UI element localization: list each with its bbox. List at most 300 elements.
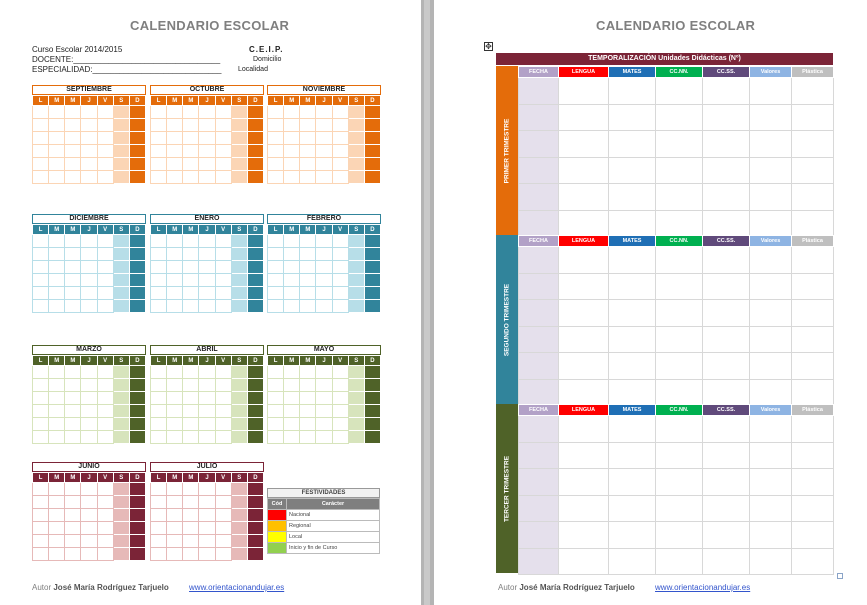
day-cell[interactable] <box>316 392 332 405</box>
day-cell[interactable] <box>183 392 199 405</box>
day-cell[interactable] <box>247 171 263 184</box>
day-cell[interactable] <box>113 106 129 119</box>
day-cell[interactable] <box>183 132 199 145</box>
grid-cell[interactable] <box>656 210 703 237</box>
grid-cell[interactable] <box>656 326 703 353</box>
day-cell[interactable] <box>183 535 199 548</box>
day-cell[interactable] <box>151 287 167 300</box>
day-cell[interactable] <box>268 248 284 261</box>
day-cell[interactable] <box>231 522 247 535</box>
day-cell[interactable] <box>49 287 65 300</box>
day-cell[interactable] <box>151 418 167 431</box>
day-cell[interactable] <box>348 171 364 184</box>
day-cell[interactable] <box>364 379 380 392</box>
day-cell[interactable] <box>348 418 364 431</box>
day-cell[interactable] <box>113 287 129 300</box>
grid-cell[interactable] <box>750 247 792 274</box>
day-cell[interactable] <box>199 496 215 509</box>
day-cell[interactable] <box>49 379 65 392</box>
grid-cell[interactable] <box>656 522 703 549</box>
day-cell[interactable] <box>129 509 145 522</box>
day-cell[interactable] <box>268 287 284 300</box>
day-cell[interactable] <box>113 248 129 261</box>
day-cell[interactable] <box>348 274 364 287</box>
day-cell[interactable] <box>81 431 97 444</box>
day-cell[interactable] <box>348 431 364 444</box>
day-cell[interactable] <box>332 171 348 184</box>
day-cell[interactable] <box>97 106 113 119</box>
day-cell[interactable] <box>65 509 81 522</box>
grid-cell[interactable] <box>703 247 750 274</box>
day-cell[interactable] <box>300 171 316 184</box>
day-cell[interactable] <box>129 145 145 158</box>
day-cell[interactable] <box>81 261 97 274</box>
grid-cell[interactable] <box>656 442 703 469</box>
grid-cell[interactable] <box>609 184 656 211</box>
day-cell[interactable] <box>284 405 300 418</box>
day-cell[interactable] <box>231 106 247 119</box>
day-cell[interactable] <box>113 145 129 158</box>
grid-cell[interactable] <box>559 247 609 274</box>
day-cell[interactable] <box>151 248 167 261</box>
website-link[interactable]: www.orientacionandujar.es <box>189 583 285 592</box>
day-cell[interactable] <box>81 405 97 418</box>
day-cell[interactable] <box>81 522 97 535</box>
day-cell[interactable] <box>348 366 364 379</box>
day-cell[interactable] <box>364 158 380 171</box>
day-cell[interactable] <box>215 496 231 509</box>
day-cell[interactable] <box>65 496 81 509</box>
day-cell[interactable] <box>247 274 263 287</box>
day-cell[interactable] <box>97 287 113 300</box>
day-cell[interactable] <box>129 248 145 261</box>
grid-cell[interactable] <box>559 300 609 327</box>
day-cell[interactable] <box>284 274 300 287</box>
day-cell[interactable] <box>97 145 113 158</box>
day-cell[interactable] <box>316 171 332 184</box>
day-cell[interactable] <box>316 119 332 132</box>
day-cell[interactable] <box>231 366 247 379</box>
grid-cell[interactable] <box>656 353 703 380</box>
day-cell[interactable] <box>65 548 81 561</box>
grid-cell[interactable] <box>609 247 656 274</box>
day-cell[interactable] <box>97 418 113 431</box>
day-cell[interactable] <box>129 522 145 535</box>
day-cell[interactable] <box>49 522 65 535</box>
grid-cell[interactable] <box>703 548 750 575</box>
grid-cell[interactable] <box>609 442 656 469</box>
day-cell[interactable] <box>199 379 215 392</box>
day-cell[interactable] <box>97 483 113 496</box>
day-cell[interactable] <box>183 483 199 496</box>
day-cell[interactable] <box>113 158 129 171</box>
day-cell[interactable] <box>183 418 199 431</box>
day-cell[interactable] <box>49 483 65 496</box>
day-cell[interactable] <box>167 431 183 444</box>
day-cell[interactable] <box>316 287 332 300</box>
grid-cell[interactable] <box>792 273 834 300</box>
day-cell[interactable] <box>215 379 231 392</box>
day-cell[interactable] <box>65 235 81 248</box>
grid-cell[interactable] <box>519 104 559 131</box>
day-cell[interactable] <box>129 431 145 444</box>
day-cell[interactable] <box>332 132 348 145</box>
day-cell[interactable] <box>247 418 263 431</box>
day-cell[interactable] <box>199 483 215 496</box>
grid-cell[interactable] <box>656 548 703 575</box>
day-cell[interactable] <box>167 496 183 509</box>
day-cell[interactable] <box>49 509 65 522</box>
day-cell[interactable] <box>65 248 81 261</box>
day-cell[interactable] <box>151 509 167 522</box>
day-cell[interactable] <box>284 235 300 248</box>
day-cell[interactable] <box>81 418 97 431</box>
grid-cell[interactable] <box>750 273 792 300</box>
day-cell[interactable] <box>81 287 97 300</box>
day-cell[interactable] <box>215 274 231 287</box>
day-cell[interactable] <box>300 261 316 274</box>
grid-cell[interactable] <box>750 326 792 353</box>
day-cell[interactable] <box>348 392 364 405</box>
day-cell[interactable] <box>268 418 284 431</box>
day-cell[interactable] <box>364 248 380 261</box>
day-cell[interactable] <box>81 496 97 509</box>
day-cell[interactable] <box>151 522 167 535</box>
grid-cell[interactable] <box>519 442 559 469</box>
day-cell[interactable] <box>231 535 247 548</box>
day-cell[interactable] <box>65 392 81 405</box>
day-cell[interactable] <box>199 132 215 145</box>
grid-cell[interactable] <box>609 157 656 184</box>
grid-cell[interactable] <box>519 522 559 549</box>
grid-cell[interactable] <box>656 157 703 184</box>
day-cell[interactable] <box>151 366 167 379</box>
day-cell[interactable] <box>167 235 183 248</box>
day-cell[interactable] <box>167 418 183 431</box>
day-cell[interactable] <box>129 261 145 274</box>
grid-cell[interactable] <box>750 522 792 549</box>
day-cell[interactable] <box>113 366 129 379</box>
grid-cell[interactable] <box>703 469 750 496</box>
day-cell[interactable] <box>300 132 316 145</box>
day-cell[interactable] <box>199 548 215 561</box>
day-cell[interactable] <box>284 287 300 300</box>
grid-cell[interactable] <box>519 157 559 184</box>
day-cell[interactable] <box>183 235 199 248</box>
day-cell[interactable] <box>49 158 65 171</box>
day-cell[interactable] <box>49 300 65 313</box>
day-cell[interactable] <box>33 145 49 158</box>
grid-cell[interactable] <box>559 416 609 443</box>
day-cell[interactable] <box>183 548 199 561</box>
day-cell[interactable] <box>183 496 199 509</box>
grid-cell[interactable] <box>559 548 609 575</box>
day-cell[interactable] <box>316 366 332 379</box>
day-cell[interactable] <box>65 106 81 119</box>
day-cell[interactable] <box>167 379 183 392</box>
day-cell[interactable] <box>33 522 49 535</box>
day-cell[interactable] <box>49 535 65 548</box>
day-cell[interactable] <box>167 535 183 548</box>
day-cell[interactable] <box>348 248 364 261</box>
day-cell[interactable] <box>65 522 81 535</box>
day-cell[interactable] <box>113 496 129 509</box>
day-cell[interactable] <box>151 405 167 418</box>
day-cell[interactable] <box>65 535 81 548</box>
day-cell[interactable] <box>49 366 65 379</box>
day-cell[interactable] <box>49 132 65 145</box>
day-cell[interactable] <box>215 261 231 274</box>
grid-cell[interactable] <box>750 104 792 131</box>
day-cell[interactable] <box>247 145 263 158</box>
day-cell[interactable] <box>183 119 199 132</box>
grid-cell[interactable] <box>559 78 609 105</box>
grid-cell[interactable] <box>750 469 792 496</box>
day-cell[interactable] <box>284 158 300 171</box>
day-cell[interactable] <box>33 431 49 444</box>
day-cell[interactable] <box>268 106 284 119</box>
day-cell[interactable] <box>199 366 215 379</box>
day-cell[interactable] <box>33 171 49 184</box>
day-cell[interactable] <box>284 132 300 145</box>
day-cell[interactable] <box>33 235 49 248</box>
day-cell[interactable] <box>247 366 263 379</box>
day-cell[interactable] <box>332 418 348 431</box>
day-cell[interactable] <box>81 509 97 522</box>
day-cell[interactable] <box>364 119 380 132</box>
day-cell[interactable] <box>113 509 129 522</box>
day-cell[interactable] <box>348 119 364 132</box>
day-cell[interactable] <box>49 431 65 444</box>
day-cell[interactable] <box>332 119 348 132</box>
grid-cell[interactable] <box>609 416 656 443</box>
day-cell[interactable] <box>65 483 81 496</box>
day-cell[interactable] <box>97 509 113 522</box>
grid-cell[interactable] <box>559 131 609 158</box>
day-cell[interactable] <box>284 379 300 392</box>
day-cell[interactable] <box>183 405 199 418</box>
day-cell[interactable] <box>247 106 263 119</box>
day-cell[interactable] <box>33 535 49 548</box>
day-cell[interactable] <box>231 509 247 522</box>
grid-cell[interactable] <box>609 210 656 237</box>
grid-cell[interactable] <box>609 104 656 131</box>
day-cell[interactable] <box>183 261 199 274</box>
day-cell[interactable] <box>151 119 167 132</box>
day-cell[interactable] <box>129 392 145 405</box>
day-cell[interactable] <box>199 235 215 248</box>
day-cell[interactable] <box>215 366 231 379</box>
day-cell[interactable] <box>364 366 380 379</box>
day-cell[interactable] <box>364 235 380 248</box>
day-cell[interactable] <box>183 158 199 171</box>
day-cell[interactable] <box>332 274 348 287</box>
day-cell[interactable] <box>300 300 316 313</box>
day-cell[interactable] <box>167 405 183 418</box>
day-cell[interactable] <box>332 405 348 418</box>
day-cell[interactable] <box>33 261 49 274</box>
day-cell[interactable] <box>231 287 247 300</box>
grid-cell[interactable] <box>656 184 703 211</box>
day-cell[interactable] <box>247 119 263 132</box>
day-cell[interactable] <box>348 405 364 418</box>
day-cell[interactable] <box>97 496 113 509</box>
day-cell[interactable] <box>33 379 49 392</box>
day-cell[interactable] <box>167 132 183 145</box>
day-cell[interactable] <box>215 145 231 158</box>
day-cell[interactable] <box>247 509 263 522</box>
grid-cell[interactable] <box>609 353 656 380</box>
day-cell[interactable] <box>332 158 348 171</box>
day-cell[interactable] <box>300 248 316 261</box>
day-cell[interactable] <box>348 132 364 145</box>
day-cell[interactable] <box>215 418 231 431</box>
day-cell[interactable] <box>268 171 284 184</box>
day-cell[interactable] <box>183 106 199 119</box>
day-cell[interactable] <box>231 300 247 313</box>
day-cell[interactable] <box>97 405 113 418</box>
grid-cell[interactable] <box>609 300 656 327</box>
grid-cell[interactable] <box>559 469 609 496</box>
day-cell[interactable] <box>215 548 231 561</box>
day-cell[interactable] <box>167 548 183 561</box>
day-cell[interactable] <box>81 379 97 392</box>
day-cell[interactable] <box>231 248 247 261</box>
grid-cell[interactable] <box>656 495 703 522</box>
day-cell[interactable] <box>49 106 65 119</box>
day-cell[interactable] <box>113 431 129 444</box>
day-cell[interactable] <box>129 405 145 418</box>
day-cell[interactable] <box>231 431 247 444</box>
day-cell[interactable] <box>364 145 380 158</box>
day-cell[interactable] <box>284 261 300 274</box>
day-cell[interactable] <box>348 300 364 313</box>
grid-cell[interactable] <box>703 78 750 105</box>
day-cell[interactable] <box>199 405 215 418</box>
day-cell[interactable] <box>97 119 113 132</box>
day-cell[interactable] <box>199 274 215 287</box>
day-cell[interactable] <box>167 522 183 535</box>
grid-cell[interactable] <box>519 247 559 274</box>
day-cell[interactable] <box>284 418 300 431</box>
day-cell[interactable] <box>332 379 348 392</box>
grid-cell[interactable] <box>609 78 656 105</box>
day-cell[interactable] <box>97 392 113 405</box>
day-cell[interactable] <box>364 392 380 405</box>
grid-cell[interactable] <box>792 210 834 237</box>
day-cell[interactable] <box>151 106 167 119</box>
grid-cell[interactable] <box>792 353 834 380</box>
day-cell[interactable] <box>129 418 145 431</box>
day-cell[interactable] <box>97 300 113 313</box>
grid-cell[interactable] <box>750 353 792 380</box>
day-cell[interactable] <box>247 496 263 509</box>
day-cell[interactable] <box>348 158 364 171</box>
day-cell[interactable] <box>33 548 49 561</box>
day-cell[interactable] <box>300 287 316 300</box>
day-cell[interactable] <box>49 145 65 158</box>
day-cell[interactable] <box>348 379 364 392</box>
day-cell[interactable] <box>231 418 247 431</box>
day-cell[interactable] <box>49 496 65 509</box>
grid-cell[interactable] <box>656 379 703 406</box>
day-cell[interactable] <box>247 300 263 313</box>
day-cell[interactable] <box>183 171 199 184</box>
day-cell[interactable] <box>33 366 49 379</box>
grid-cell[interactable] <box>519 379 559 406</box>
grid-cell[interactable] <box>792 247 834 274</box>
grid-cell[interactable] <box>559 184 609 211</box>
day-cell[interactable] <box>33 300 49 313</box>
day-cell[interactable] <box>247 379 263 392</box>
day-cell[interactable] <box>199 418 215 431</box>
day-cell[interactable] <box>81 171 97 184</box>
day-cell[interactable] <box>284 300 300 313</box>
grid-cell[interactable] <box>750 548 792 575</box>
day-cell[interactable] <box>284 366 300 379</box>
day-cell[interactable] <box>215 522 231 535</box>
day-cell[interactable] <box>167 300 183 313</box>
day-cell[interactable] <box>33 106 49 119</box>
day-cell[interactable] <box>81 119 97 132</box>
day-cell[interactable] <box>151 431 167 444</box>
day-cell[interactable] <box>113 418 129 431</box>
day-cell[interactable] <box>332 261 348 274</box>
day-cell[interactable] <box>199 248 215 261</box>
day-cell[interactable] <box>151 145 167 158</box>
day-cell[interactable] <box>33 132 49 145</box>
day-cell[interactable] <box>300 392 316 405</box>
day-cell[interactable] <box>151 300 167 313</box>
day-cell[interactable] <box>199 119 215 132</box>
day-cell[interactable] <box>183 300 199 313</box>
grid-cell[interactable] <box>792 548 834 575</box>
grid-cell[interactable] <box>750 416 792 443</box>
day-cell[interactable] <box>81 145 97 158</box>
day-cell[interactable] <box>113 132 129 145</box>
day-cell[interactable] <box>113 379 129 392</box>
day-cell[interactable] <box>113 548 129 561</box>
day-cell[interactable] <box>167 248 183 261</box>
day-cell[interactable] <box>348 106 364 119</box>
grid-cell[interactable] <box>656 273 703 300</box>
day-cell[interactable] <box>316 145 332 158</box>
day-cell[interactable] <box>97 248 113 261</box>
grid-cell[interactable] <box>792 326 834 353</box>
day-cell[interactable] <box>199 392 215 405</box>
grid-cell[interactable] <box>519 78 559 105</box>
grid-cell[interactable] <box>703 379 750 406</box>
day-cell[interactable] <box>300 366 316 379</box>
day-cell[interactable] <box>268 261 284 274</box>
grid-cell[interactable] <box>703 157 750 184</box>
day-cell[interactable] <box>300 274 316 287</box>
day-cell[interactable] <box>49 119 65 132</box>
day-cell[interactable] <box>215 535 231 548</box>
day-cell[interactable] <box>348 235 364 248</box>
day-cell[interactable] <box>215 405 231 418</box>
day-cell[interactable] <box>151 158 167 171</box>
day-cell[interactable] <box>151 496 167 509</box>
day-cell[interactable] <box>65 171 81 184</box>
grid-cell[interactable] <box>792 416 834 443</box>
day-cell[interactable] <box>81 274 97 287</box>
day-cell[interactable] <box>332 300 348 313</box>
day-cell[interactable] <box>33 405 49 418</box>
day-cell[interactable] <box>33 418 49 431</box>
day-cell[interactable] <box>33 392 49 405</box>
day-cell[interactable] <box>183 366 199 379</box>
